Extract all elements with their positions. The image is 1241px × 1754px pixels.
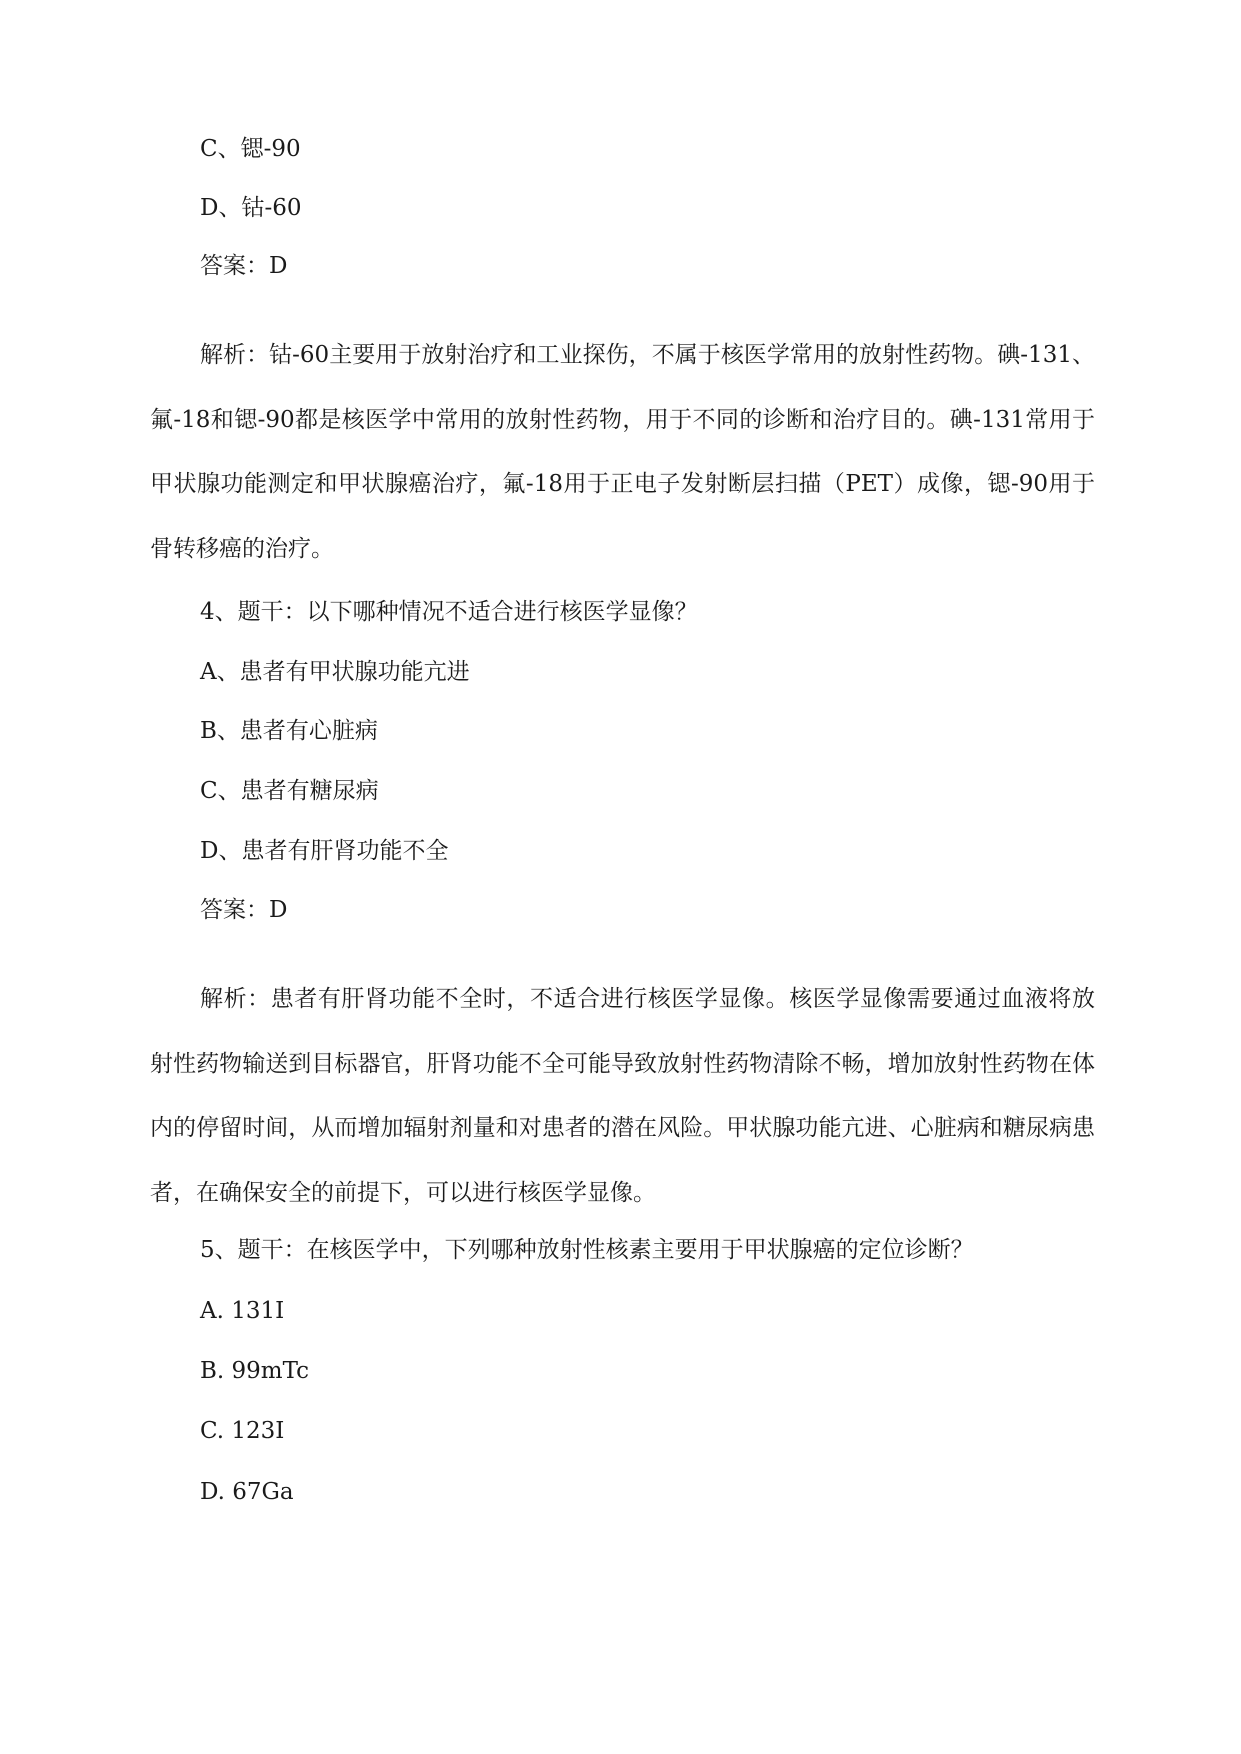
q4-stem: 4、题干：以下哪种情况不适合进行核医学显像？ [200, 599, 698, 625]
q5-stem: 5、题干：在核医学中，下列哪种放射性核素主要用于甲状腺癌的定位诊断？ [200, 1237, 974, 1263]
q3-option-c: C、锶-90 [200, 136, 301, 162]
q4-explanation: 解析：患者有肝肾功能不全时，不适合进行核医学显像。核医学显像需要通过血液将放射性药物输送到目标器官，肝肾功能不全可能导致放射性药物清除不畅，增加放射性药物在体内的停留时间，从而增加辐射剂量和对患者的潜在风险。甲状腺功能亢进、心脏病和糖尿病患者，在确保安全的前提下，可以进行核医学显像。 [150, 986, 1095, 1206]
q3-option-d: D、钴-60 [200, 195, 302, 221]
q5-option-a: A. 131I [200, 1298, 285, 1324]
q5-option-d: D. 67Ga [200, 1479, 294, 1505]
q5-option-b: B. 99mTc [200, 1358, 310, 1384]
q4-option-b: B、患者有心脏病 [200, 718, 378, 744]
q4-option-d: D、患者有肝肾功能不全 [200, 838, 449, 864]
q3-answer: 答案：D [200, 253, 288, 279]
q3-explanation: 解析：钴-60主要用于放射治疗和工业探伤，不属于核医学常用的放射性药物。碘-131、氟-18和锶-90都是核医学中常用的放射性药物，用于不同的诊断和治疗目的。碘-131常用于甲状腺功能测定和甲状腺癌治疗，氟-18用于正电子发射断层扫描（PET）成像，锶-90用于骨转移癌的治疗。 [150, 342, 1095, 562]
q5-option-c: C. 123I [200, 1418, 285, 1444]
q4-answer: 答案：D [200, 897, 288, 923]
q4-option-c: C、患者有糖尿病 [200, 778, 379, 804]
q4-option-a: A、患者有甲状腺功能亢进 [200, 659, 470, 685]
